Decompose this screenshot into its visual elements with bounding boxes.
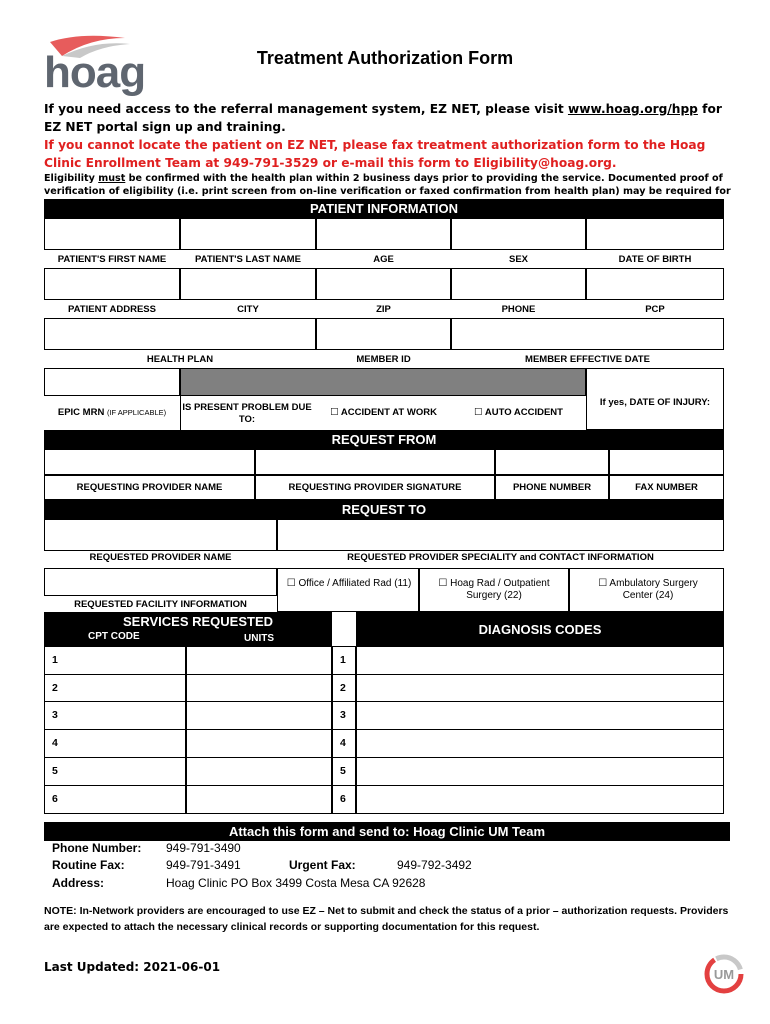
phone-label: PHONE (501, 304, 536, 315)
services-header: SERVICES REQUESTED (122, 614, 274, 629)
requesting-fax-label: FAX NUMBER (635, 482, 698, 493)
injury-date-label: If yes, DATE OF INJURY: (599, 397, 711, 408)
first-name-field[interactable] (44, 218, 180, 250)
requesting-phone-field[interactable] (495, 449, 609, 475)
member-id-field[interactable] (316, 318, 451, 350)
units-field-6[interactable] (186, 785, 332, 814)
requested-provider-name-field[interactable] (44, 519, 277, 551)
diagnosis-header: DIAGNOSIS CODES (478, 622, 602, 637)
routine-fax-value: 949-791-3491 (166, 858, 241, 872)
intro-access: If you need access to the referral management system, EZ NET, please visit www.hoag.org/hpp for EZ NET portal sign up and training. (44, 102, 722, 134)
requesting-provider-signature-field[interactable] (255, 449, 495, 475)
age-field[interactable] (316, 218, 451, 250)
cpt-code-header: CPT CODE (88, 631, 140, 642)
member-effective-date-label: MEMBER EFFECTIVE DATE (525, 354, 650, 365)
pcp-label: PCP (645, 304, 665, 315)
member-id-label: MEMBER ID (356, 354, 411, 365)
hoag-logo (40, 30, 146, 100)
first-name-label: PATIENT'S FIRST NAME (57, 254, 167, 265)
units-header: UNITS (244, 633, 274, 644)
city-field[interactable] (180, 268, 316, 300)
diagnosis-field-5[interactable] (356, 757, 724, 786)
pcp-field[interactable] (586, 268, 724, 300)
checkbox-icon[interactable]: ☐ (438, 578, 448, 589)
row-number: 1 (52, 654, 58, 666)
cpt-code-field-1[interactable] (44, 646, 186, 675)
address-label-footer: Address: (52, 876, 105, 890)
ambulatory-option[interactable]: ☐ Ambulatory Surgery Center (24) (598, 578, 698, 601)
request-to-header: REQUEST TO (44, 500, 724, 519)
requested-facility-label: REQUESTED FACILITY INFORMATION (74, 599, 247, 610)
office-rad-option[interactable]: ☐ Office / Affiliated Rad (11) (286, 578, 412, 589)
row-number: 3 (52, 709, 58, 721)
requested-speciality-field[interactable] (277, 519, 724, 551)
last-name-label: PATIENT'S LAST NAME (195, 254, 301, 265)
cpt-code-field-3[interactable] (44, 701, 186, 730)
units-field-4[interactable] (186, 729, 332, 758)
requesting-fax-field[interactable] (609, 449, 724, 475)
zip-label: ZIP (376, 304, 391, 315)
page-title: Treatment Authorization Form (256, 48, 514, 68)
row-number: 6 (52, 793, 58, 805)
row-number: 2 (52, 682, 58, 694)
auto-accident-option[interactable]: ☐ AUTO ACCIDENT (474, 407, 563, 418)
dob-field[interactable] (586, 218, 724, 250)
row-number: 4 (340, 737, 346, 749)
cpt-code-field-2[interactable] (44, 674, 186, 703)
diagnosis-field-2[interactable] (356, 674, 724, 703)
diagnosis-field-4[interactable] (356, 729, 724, 758)
health-plan-field[interactable] (44, 318, 316, 350)
checkbox-icon[interactable]: ☐ (286, 578, 296, 589)
units-field-1[interactable] (186, 646, 332, 675)
diagnosis-field-6[interactable] (356, 785, 724, 814)
member-effective-date-field[interactable] (451, 318, 724, 350)
gray-shaded-cell (180, 368, 586, 396)
request-from-header: REQUEST FROM (44, 430, 724, 449)
sex-label: SEX (508, 254, 528, 265)
age-label: AGE (373, 254, 394, 265)
problem-due-label: IS PRESENT PROBLEM DUE TO: (182, 402, 312, 425)
ez-net-link[interactable]: www.hoag.org/hpp (567, 102, 698, 116)
phone-field[interactable] (451, 268, 586, 300)
checkbox-icon[interactable]: ☐ (330, 407, 339, 418)
office-rad-cell (277, 568, 419, 612)
row-number: 6 (340, 793, 346, 805)
requested-facility-field[interactable] (44, 568, 277, 596)
epic-mrn-label: EPIC MRN (IF APPLICABLE) (57, 407, 167, 418)
city-label: CITY (237, 304, 259, 315)
units-field-5[interactable] (186, 757, 332, 786)
urgent-fax-label: Urgent Fax: (289, 858, 356, 872)
hoag-rad-option[interactable]: ☐ Hoag Rad / Outpatient Surgery (22) (438, 578, 550, 601)
row-number: 2 (340, 682, 346, 694)
network-note: NOTE: In-Network providers are encouraged to use EZ – Net to submit and check the status of a prior – authorization requests. Providers are expected to attach the necessary clinical records or supporting documentation for this request. (44, 905, 729, 933)
patient-info-header: PATIENT INFORMATION (44, 199, 724, 218)
cpt-code-field-5[interactable] (44, 757, 186, 786)
row-number: 1 (340, 654, 346, 666)
divider (180, 396, 181, 430)
last-name-field[interactable] (180, 218, 316, 250)
requested-provider-name-label: REQUESTED PROVIDER NAME (89, 552, 232, 563)
requesting-phone-label: PHONE NUMBER (512, 482, 592, 493)
requesting-provider-name-label: REQUESTING PROVIDER NAME (76, 482, 223, 493)
checkbox-icon[interactable]: ☐ (598, 578, 608, 589)
checkbox-icon[interactable]: ☐ (474, 407, 483, 418)
um-logo-text: UM (713, 967, 735, 982)
address-value: Hoag Clinic PO Box 3499 Costa Mesa CA 92628 (166, 876, 426, 890)
zip-field[interactable] (316, 268, 451, 300)
requesting-signature-label: REQUESTING PROVIDER SIGNATURE (288, 482, 462, 493)
diagnosis-field-3[interactable] (356, 701, 724, 730)
logo-text: hoag (44, 48, 146, 97)
accident-work-option[interactable]: ☐ ACCIDENT AT WORK (330, 407, 437, 418)
address-label: PATIENT ADDRESS (68, 304, 156, 315)
sex-field[interactable] (451, 218, 586, 250)
contact-header: Attach this form and send to: Hoag Clinic UM Team (44, 822, 730, 841)
row-number: 3 (340, 709, 346, 721)
address-field[interactable] (44, 268, 180, 300)
units-field-2[interactable] (186, 674, 332, 703)
requesting-provider-name-field[interactable] (44, 449, 255, 475)
urgent-fax-value: 949-792-3492 (397, 858, 472, 872)
units-field-3[interactable] (186, 701, 332, 730)
intro-fax: If you cannot locate the patient on EZ NET, please fax treatment authorization form to the Hoag Clinic Enrollment Team at 949-791-3529 or e-mail this form to Eligibility@hoag.org. (44, 138, 706, 170)
requested-speciality-label: REQUESTED PROVIDER SPECIALITY and CONTACT INFORMATION (347, 552, 654, 563)
row-number: 5 (340, 765, 346, 777)
cpt-code-field-6[interactable] (44, 785, 186, 814)
row-number: 4 (52, 737, 58, 749)
eligibility-note: Eligibility must be confirmed with the health plan within 2 business days prior to providing the service. Documented proof of verification of eligibility (i.e. print screen from on-line verification or faxed confirmation from health plan) may be required for (44, 173, 731, 197)
phone-number-label: Phone Number: (52, 841, 142, 855)
epic-mrn-field[interactable] (44, 368, 180, 396)
last-updated: Last Updated: 2021-06-01 (44, 960, 221, 974)
um-logo-icon (704, 954, 744, 994)
phone-number-value: 949-791-3490 (166, 841, 241, 855)
cpt-code-field-4[interactable] (44, 729, 186, 758)
routine-fax-label: Routine Fax: (52, 858, 125, 872)
diagnosis-field-1[interactable] (356, 646, 724, 675)
row-number: 5 (52, 765, 58, 777)
dob-label: DATE OF BIRTH (618, 254, 692, 265)
health-plan-label: HEALTH PLAN (146, 354, 214, 365)
